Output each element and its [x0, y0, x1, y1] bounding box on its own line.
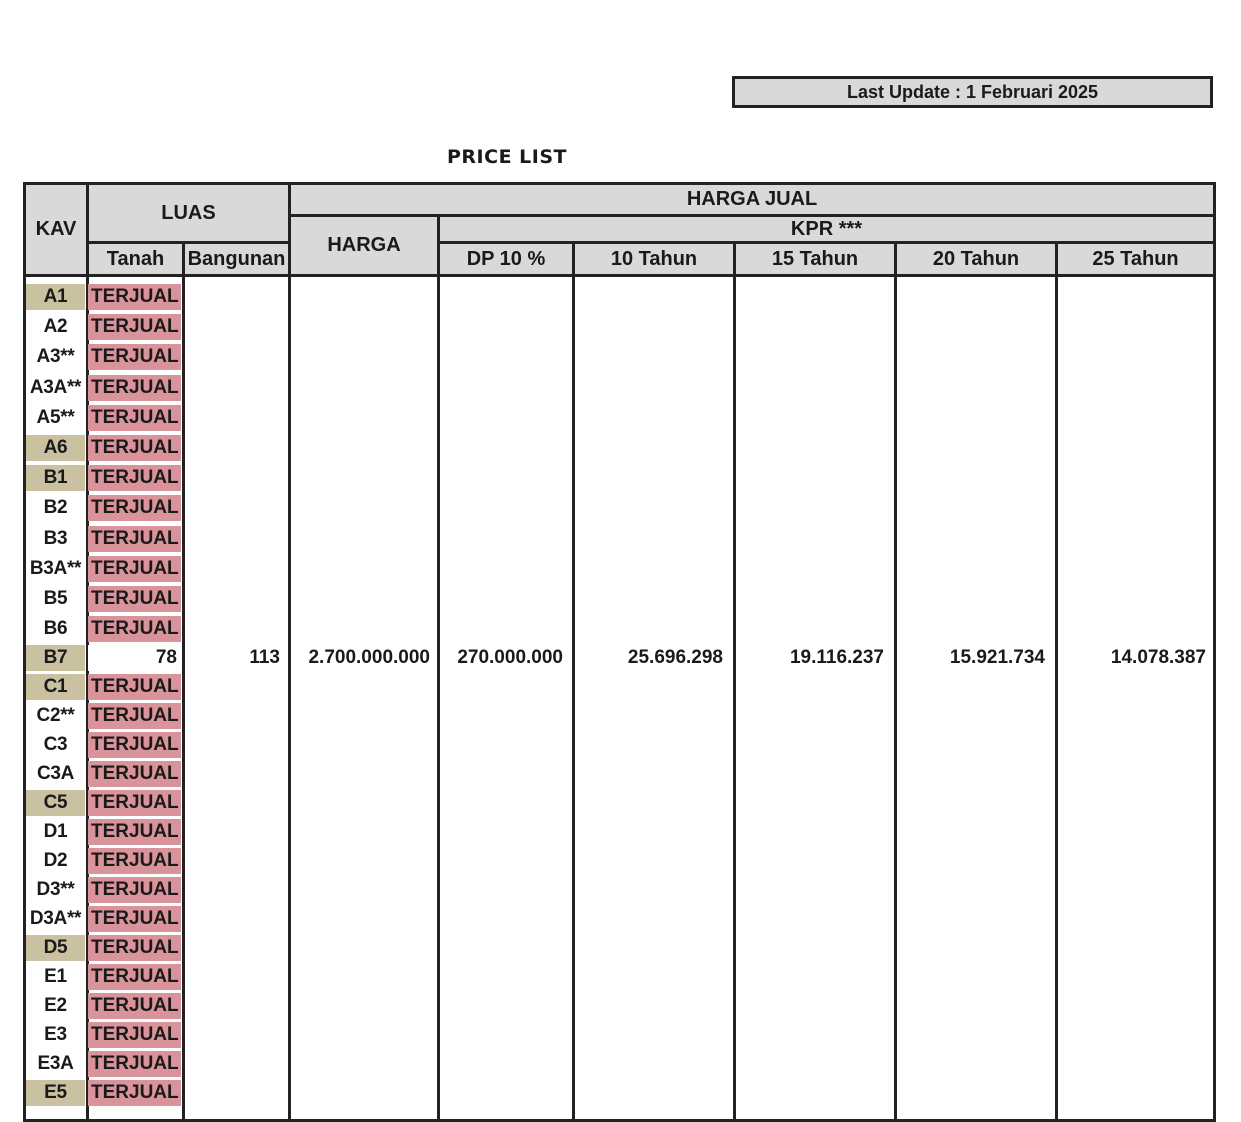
header-dp	[437, 241, 575, 277]
kav-cell: C3	[43, 734, 68, 755]
sold-status-cell: TERJUAL	[88, 674, 181, 700]
header-kav	[23, 182, 89, 277]
sold-status-cell: TERJUAL	[88, 1051, 181, 1077]
kav-cell: A6	[26, 435, 85, 461]
column-divider	[572, 274, 575, 1122]
sold-status-cell: TERJUAL	[88, 732, 181, 758]
header-bangunan-label: Bangunan	[187, 247, 286, 270]
sold-status-cell: TERJUAL	[88, 964, 181, 990]
kav-cell: B6	[43, 618, 68, 639]
sold-status-cell: TERJUAL	[88, 790, 181, 816]
header-tanah	[86, 241, 185, 277]
header-dp-label: DP 10 %	[466, 247, 546, 270]
sold-status-cell: TERJUAL	[88, 526, 181, 552]
last-update-banner	[732, 76, 1213, 108]
column-divider	[437, 274, 440, 1122]
sold-status-cell: TERJUAL	[88, 344, 181, 370]
kav-cell: D3**	[36, 879, 75, 900]
kpr-20-tahun-value: 15.921.734	[949, 647, 1045, 668]
header-20-tahun-label: 20 Tahun	[932, 247, 1020, 270]
kav-cell: D1	[43, 821, 68, 842]
header-kav-label: KAV	[35, 218, 77, 240]
column-divider	[288, 274, 291, 1122]
header-luas-label: LUAS	[161, 201, 216, 224]
sold-status-cell: TERJUAL	[88, 935, 181, 961]
column-divider	[182, 274, 185, 1122]
sold-status-cell: TERJUAL	[88, 703, 181, 729]
kav-cell: A1	[26, 284, 85, 310]
sold-status-cell: TERJUAL	[88, 284, 181, 310]
harga-value: 2.700.000.000	[308, 647, 430, 668]
column-divider	[733, 274, 736, 1122]
kav-cell: E5	[26, 1080, 85, 1106]
kav-cell: B1	[26, 465, 85, 491]
sold-status-cell: TERJUAL	[88, 586, 181, 612]
sold-status-cell: TERJUAL	[88, 405, 181, 431]
header-25-tahun-label: 25 Tahun	[1092, 247, 1179, 270]
header-kpr	[437, 214, 1216, 244]
header-25-tahun	[1055, 241, 1216, 277]
kpr-10-tahun-value: 25.696.298	[627, 647, 723, 668]
sold-status-cell: TERJUAL	[88, 616, 181, 642]
price-table-body	[23, 274, 1216, 1122]
sold-status-cell: TERJUAL	[88, 1022, 181, 1048]
header-harga-label: HARGA	[327, 234, 401, 256]
kav-cell: A3**	[36, 346, 75, 367]
kav-cell: B7	[26, 645, 85, 671]
kav-cell: B3A**	[29, 558, 82, 579]
header-bangunan	[182, 241, 291, 277]
kav-cell: B5	[43, 588, 68, 609]
kav-cell: C1	[26, 674, 85, 700]
header-10-tahun-label: 10 Tahun	[610, 247, 698, 270]
header-15-tahun-label: 15 Tahun	[771, 247, 859, 270]
header-harga-jual	[288, 182, 1216, 217]
kav-cell: E1	[44, 966, 67, 987]
column-divider	[894, 274, 897, 1122]
kav-cell: B2	[43, 497, 68, 518]
sold-status-cell: TERJUAL	[88, 375, 181, 401]
last-update-text: Last Update : 1 Februari 2025	[846, 81, 1099, 102]
sold-status-cell: TERJUAL	[88, 495, 181, 521]
sold-status-cell: TERJUAL	[88, 993, 181, 1019]
kav-cell: C3A	[36, 763, 75, 784]
sold-status-cell: TERJUAL	[88, 761, 181, 787]
kav-cell: D3A**	[29, 908, 82, 929]
kav-cell: C2**	[36, 705, 75, 726]
kav-cell: D5	[26, 935, 85, 961]
sold-status-cell: TERJUAL	[88, 848, 181, 874]
sold-status-cell: TERJUAL	[88, 314, 181, 340]
header-luas	[86, 182, 291, 244]
header-kpr-label: KPR ***	[790, 217, 863, 240]
kpr-25-tahun-value: 14.078.387	[1110, 647, 1206, 668]
kav-cell: A2	[43, 316, 68, 337]
sold-status-cell: TERJUAL	[88, 1080, 181, 1106]
kav-cell: E2	[44, 995, 67, 1016]
sold-status-cell: TERJUAL	[88, 435, 181, 461]
header-harga-jual-label: HARGA JUAL	[686, 188, 818, 210]
kav-cell: A5**	[36, 407, 75, 428]
sold-status-cell: TERJUAL	[88, 877, 181, 903]
dp-value: 270.000.000	[457, 647, 563, 668]
sold-status-cell: TERJUAL	[88, 906, 181, 932]
header-15-tahun	[733, 241, 897, 277]
bangunan-value: 113	[249, 647, 280, 668]
sold-status-cell: TERJUAL	[88, 819, 181, 845]
tanah-area-cell: 78	[88, 645, 181, 671]
header-tanah-label: Tanah	[106, 247, 165, 270]
kav-cell: E3	[44, 1024, 67, 1045]
kav-cell: A3A**	[29, 377, 82, 398]
sold-status-cell: TERJUAL	[88, 556, 181, 582]
header-10-tahun	[572, 241, 736, 277]
header-harga	[288, 214, 440, 277]
kav-cell: C5	[26, 790, 85, 816]
header-20-tahun	[894, 241, 1058, 277]
kav-cell: D2	[43, 850, 68, 871]
kav-cell: E3A	[37, 1053, 74, 1074]
column-divider	[1055, 274, 1058, 1122]
kav-cell: B3	[43, 528, 68, 549]
sold-status-cell: TERJUAL	[88, 465, 181, 491]
page-title: PRICE LIST	[447, 146, 567, 168]
kpr-15-tahun-value: 19.116.237	[789, 647, 884, 668]
